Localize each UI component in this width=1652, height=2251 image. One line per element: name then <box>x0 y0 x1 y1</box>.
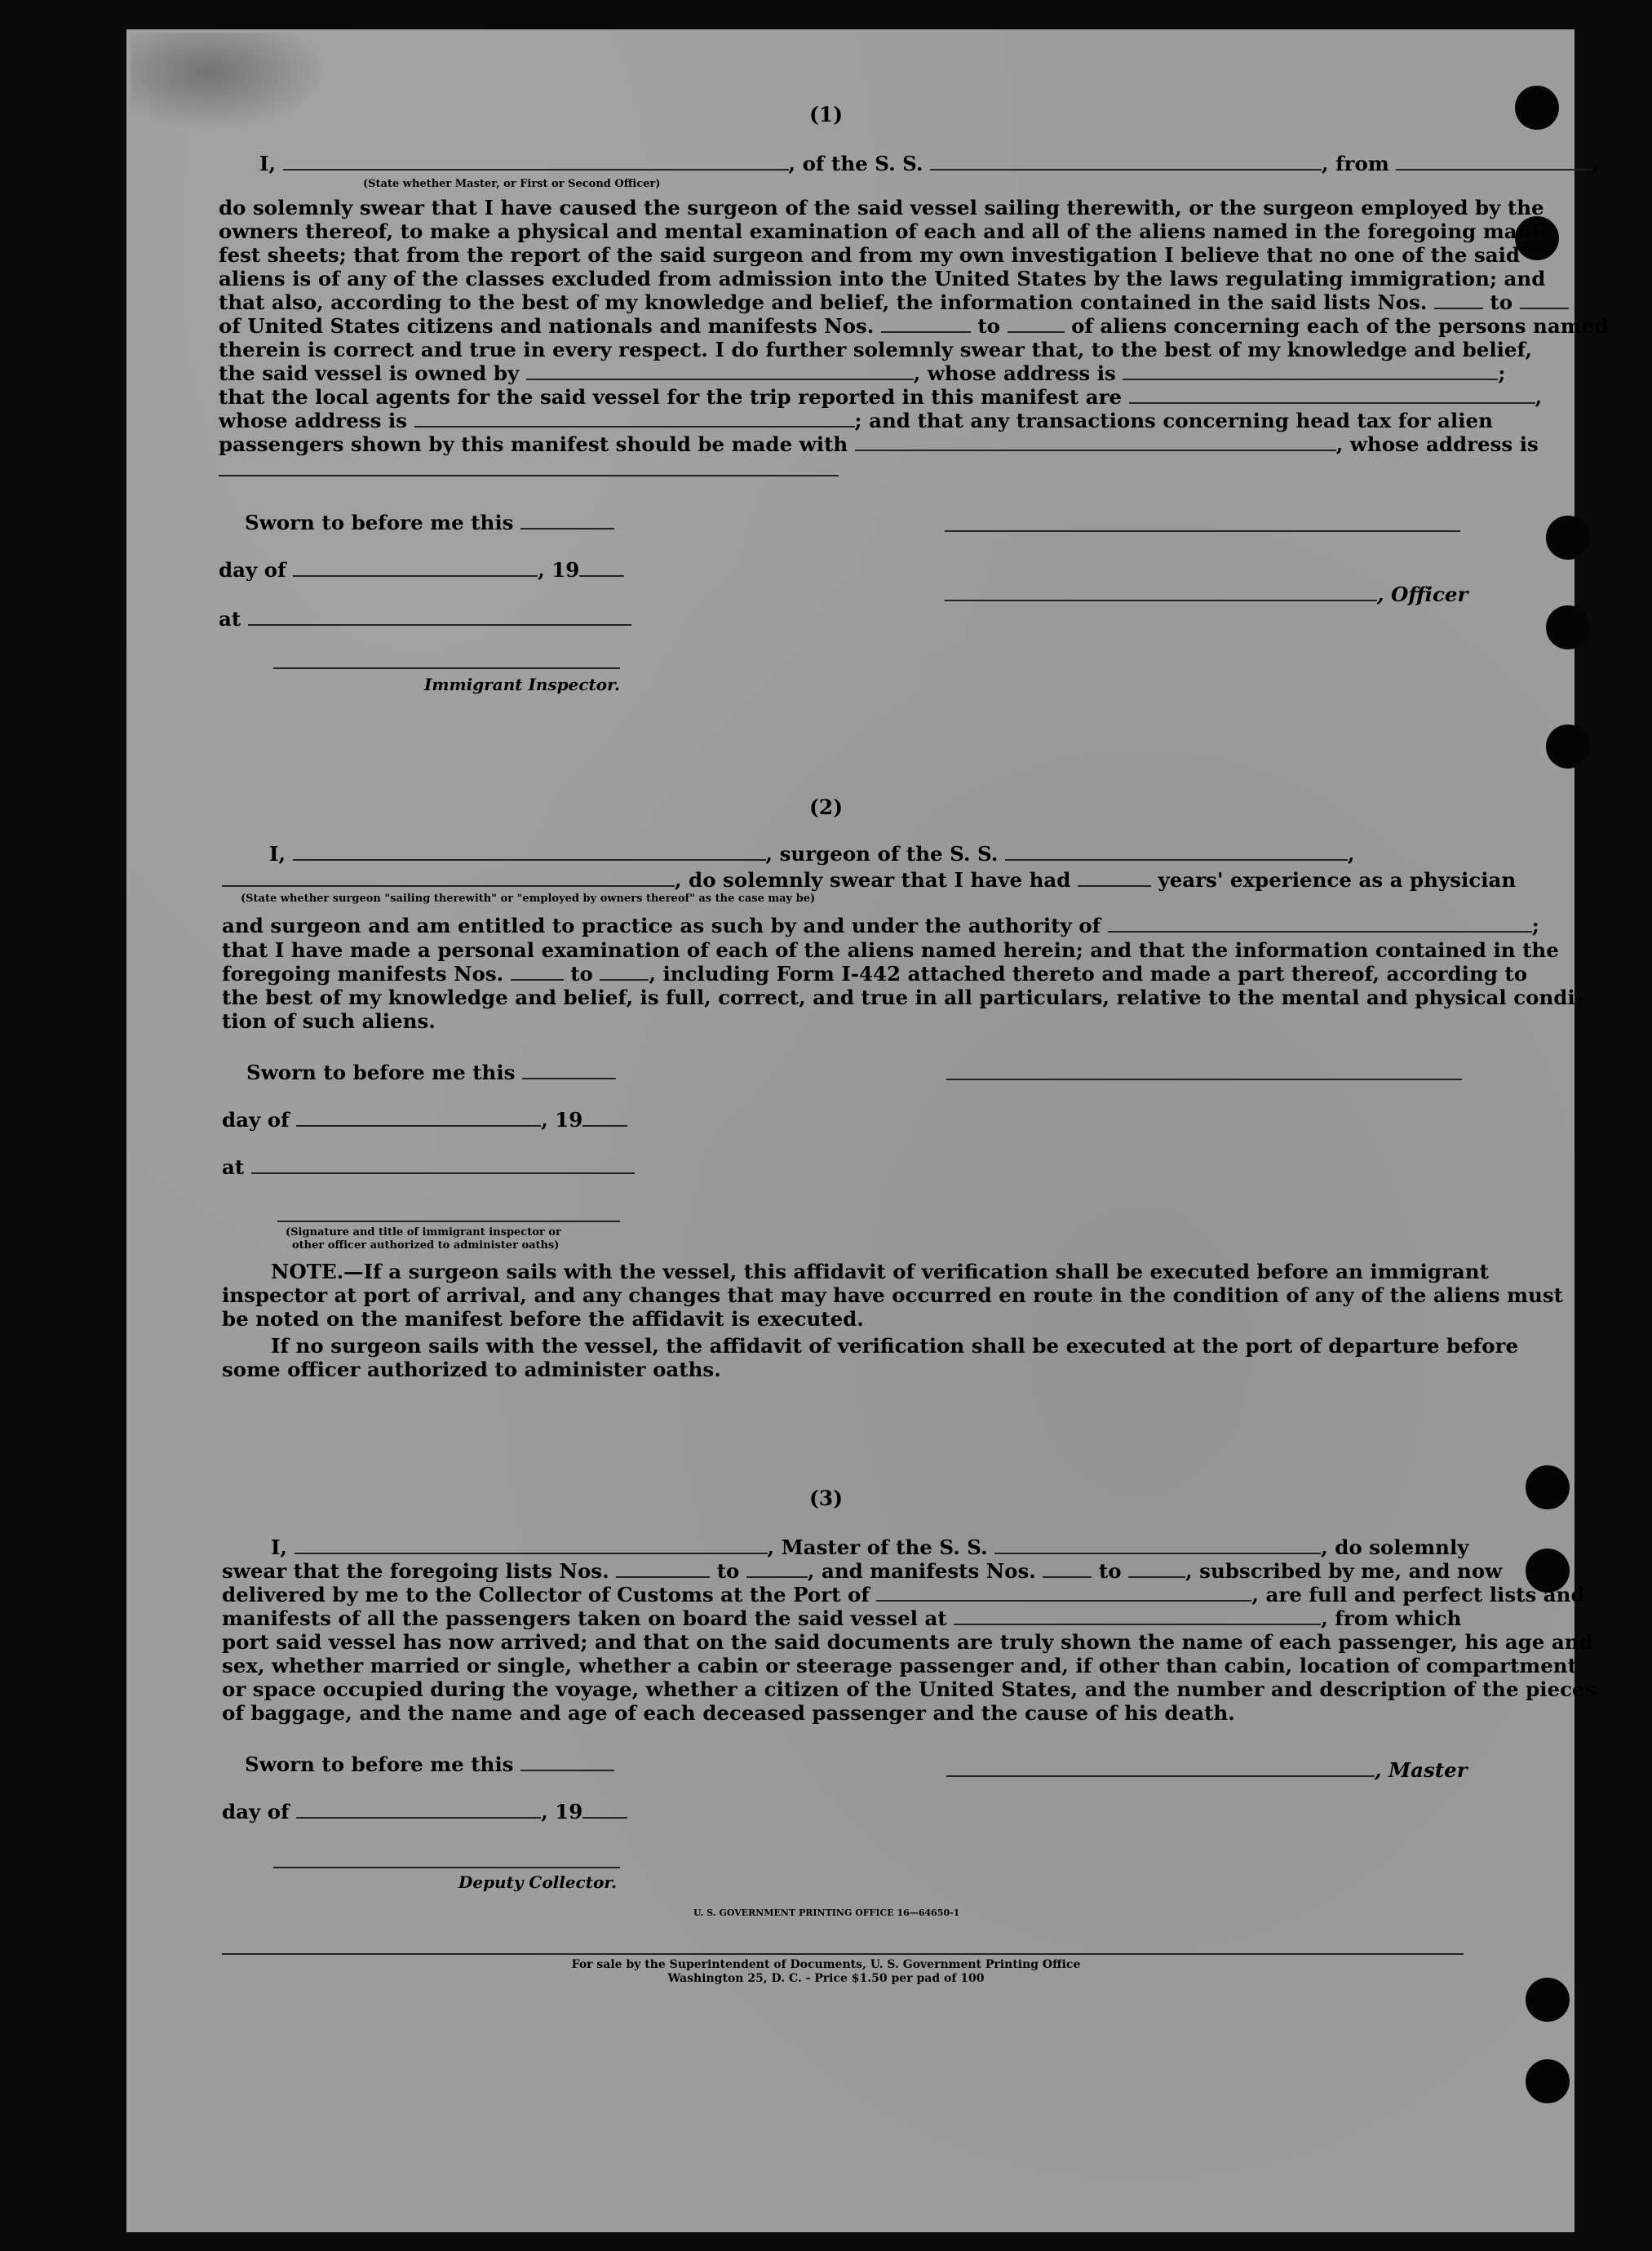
s3-line-3: delivered by me to the Collector of Customs at the Port of , are full and perfect lists and <box>222 1583 1585 1606</box>
s2-line-5: foregoing manifests Nos. to , including Form I-442 attached thereto and made a part thereof, according to <box>222 962 1528 986</box>
s2-line-4: that I have made a personal examination of each of the aliens named herein; and that the information contained in the <box>222 938 1559 962</box>
section-1-number: (1) <box>808 103 844 126</box>
practice-authority-field[interactable] <box>1108 916 1532 933</box>
s2-sworn: Sworn to before me this <box>246 1061 616 1085</box>
s3-day-of: day of , 19 <box>222 1800 627 1824</box>
s3-line-8: of baggage, and the name and age of each deceased passenger and the cause of his death. <box>222 1701 1235 1725</box>
s3-line-5: port said vessel has now arrived; and that on the said documents are truly shown the name of each passenger, his age and <box>222 1630 1593 1654</box>
s1-place-field[interactable] <box>248 609 631 626</box>
s2-note-2: inspector at port of arrival, and any changes that may have occurred en route in the condition of any of the aliens must <box>222 1283 1563 1307</box>
s3-sworn-date-field[interactable] <box>520 1755 614 1771</box>
s1-officer-signature-1[interactable] <box>945 530 1460 532</box>
s1-line-1: I, , of the S. S. , from , <box>259 152 1599 175</box>
s1-line-7: of United States citizens and nationals and manifests Nos. to of aliens concerning each of the persons named <box>219 314 1609 338</box>
section-2-number: (2) <box>808 795 844 819</box>
s2-line-3: and surgeon and am entitled to practice as such by and under the authority of ; <box>222 914 1539 937</box>
s1-line-9: the said vessel is owned by , whose address is ; <box>219 361 1506 385</box>
s1-inspector-signature[interactable] <box>273 667 620 669</box>
vessel-name-field[interactable] <box>930 154 1322 171</box>
s2-note-1: NOTE.—If a surgeon sails with the vessel, this affidavit of verification shall be executed before an immigrant <box>271 1260 1489 1283</box>
s1-day-of: day of , 19 <box>219 558 624 583</box>
s3-vessel-field[interactable] <box>994 1538 1321 1554</box>
s1-inspector-label: Immigrant Inspector. <box>424 675 620 694</box>
owner-address-field[interactable] <box>1123 364 1498 380</box>
s2-sig-note-2: other officer authorized to administer oaths) <box>292 1239 560 1252</box>
s2-sworn-date-field[interactable] <box>522 1063 616 1079</box>
s1-month-field[interactable] <box>293 561 538 577</box>
s1-sworn-date-field[interactable] <box>520 513 614 530</box>
deputy-collector-label: Deputy Collector. <box>458 1872 618 1892</box>
lists-from-field[interactable] <box>1434 293 1483 309</box>
s1-line-5: aliens is of any of the classes excluded from admission into the United States by the laws regulating immigration; and <box>219 267 1546 290</box>
s3-lists-from-field[interactable] <box>616 1562 710 1578</box>
section-3-number: (3) <box>808 1487 844 1510</box>
s3-line-7: or space occupied during the voyage, whether a citizen of the United States, and the number and description of the pieces <box>222 1677 1597 1701</box>
s1-officer-line: , Officer <box>945 583 1468 607</box>
s3-year-field[interactable] <box>582 1802 627 1819</box>
master-name-field[interactable] <box>295 1538 768 1554</box>
surgeon-status-field[interactable] <box>222 871 675 887</box>
s2-manifest-to-field[interactable] <box>600 964 649 981</box>
s2-line-1: I, , surgeon of the S. S. , <box>269 842 1355 866</box>
s1-line-10: that the local agents for the said vessel for the trip reported in this manifest are , <box>219 385 1543 409</box>
s2-note-3: be noted on the manifest before the affidavit is executed. <box>222 1307 864 1331</box>
s2-line-2: , do solemnly swear that I have had years' experience as a physician <box>222 868 1516 893</box>
s2-vessel-field[interactable] <box>1005 844 1348 861</box>
s1-line-8: therein is correct and true in every respect. I do further solemnly swear that, to the best of my knowledge and belief, <box>219 338 1533 361</box>
s2-note-5: some officer authorized to administer oaths. <box>222 1358 721 1381</box>
s1-officer-signature-2[interactable] <box>945 585 1377 601</box>
footer-divider <box>222 1953 1464 1955</box>
s1-line-2: do solemnly swear that I have caused the surgeon of the said vessel sailing therewith, or the surgeon employed by the <box>219 196 1544 219</box>
s3-manifests-from-field[interactable] <box>1043 1562 1092 1578</box>
s2-note-4: If no surgeon sails with the vessel, the affidavit of verification shall be executed at the port of departure before <box>271 1334 1519 1358</box>
deputy-collector-signature[interactable] <box>273 1867 620 1868</box>
s3-sworn: Sworn to before me this <box>245 1753 614 1777</box>
s2-month-field[interactable] <box>296 1110 541 1127</box>
experience-years-field[interactable] <box>1078 871 1151 887</box>
s1-at: at <box>219 607 631 631</box>
lists-to-field[interactable] <box>1520 293 1569 309</box>
s3-lists-to-field[interactable] <box>746 1562 808 1578</box>
s3-line-4: manifests of all the passengers taken on board the said vessel at , from which <box>222 1606 1462 1630</box>
s2-year-field[interactable] <box>582 1110 627 1127</box>
binder-hole <box>1526 2059 1570 2103</box>
s2-sig-note-1: (Signature and title of immigrant inspector or <box>286 1226 561 1238</box>
s1-sworn: Sworn to before me this <box>245 511 614 535</box>
s1-line-3: owners thereof, to make a physical and mental examination of each and all of the aliens named in the foregoing mani- <box>219 219 1548 243</box>
sale-line-1: For sale by the Superintendent of Documents, U. S. Government Printing Office <box>571 1958 1081 1971</box>
s1-line-12: passengers shown by this manifest should be made with , whose address is <box>219 432 1539 456</box>
agents-address-field[interactable] <box>414 411 855 428</box>
departure-port-field[interactable] <box>1396 154 1592 171</box>
s3-line-2: swear that the foregoing lists Nos. to , and manifests Nos. to , subscribed by me, and now <box>222 1559 1503 1583</box>
s2-line-6: the best of my knowledge and belief, is full, correct, and true in all particulars, relative to the mental and physical condi- <box>222 986 1583 1009</box>
s1-line-6: that also, according to the best of my knowledge and belief, the information contained in the said lists Nos. to <box>219 290 1569 315</box>
s2-day-of: day of , 19 <box>222 1108 627 1132</box>
s3-line-6: sex, whether married or single, whether a cabin or steerage passenger and, if other than cabin, location of compartment <box>222 1654 1577 1677</box>
port-of-embarkation-field[interactable] <box>954 1609 1321 1625</box>
surgeon-status-note: (State whether surgeon "sailing therewith" or "employed by owners thereof" as the case may be) <box>241 893 816 905</box>
officer-name-field[interactable] <box>283 154 789 171</box>
s3-manifests-to-field[interactable] <box>1128 1562 1185 1578</box>
printing-office-line: U. S. GOVERNMENT PRINTING OFFICE 16—64650-1 <box>693 1908 960 1918</box>
local-agents-field[interactable] <box>1129 388 1535 404</box>
s2-officer-signature[interactable] <box>277 1221 620 1222</box>
head-tax-agent-field[interactable] <box>855 435 1336 451</box>
binder-hole <box>1546 724 1590 769</box>
s3-master-line: , Master <box>946 1758 1468 1783</box>
officer-rank-note: (State whether Master, or First or Second Officer) <box>363 178 661 190</box>
surgeon-name-field[interactable] <box>293 844 766 861</box>
s1-year-field[interactable] <box>579 561 624 577</box>
s2-manifest-from-field[interactable] <box>511 964 564 981</box>
vessel-owner-field[interactable] <box>526 364 914 380</box>
s2-at: at <box>222 1155 635 1180</box>
port-of-arrival-field[interactable] <box>876 1585 1251 1602</box>
head-tax-address-field[interactable] <box>219 475 839 476</box>
master-signature[interactable] <box>946 1761 1375 1777</box>
s3-month-field[interactable] <box>296 1802 541 1819</box>
s2-line-7: tion of such aliens. <box>222 1009 436 1033</box>
binder-hole <box>1546 516 1590 560</box>
sale-line-2: Washington 25, D. C. - Price $1.50 per pad of 100 <box>667 1972 985 1985</box>
s1-line-11: whose address is ; and that any transactions concerning head tax for alien <box>219 409 1493 432</box>
manifests-from-field[interactable] <box>881 317 971 333</box>
manifests-to-field[interactable] <box>1008 317 1065 333</box>
s1-line-4: fest sheets; that from the report of the said surgeon and from my own investigation I believe that no one of the said <box>219 243 1521 267</box>
binder-hole <box>1546 605 1590 649</box>
s3-line-1: I, , Master of the S. S. , do solemnly <box>271 1535 1469 1559</box>
s2-surgeon-signature[interactable] <box>946 1079 1462 1080</box>
s2-place-field[interactable] <box>251 1158 635 1174</box>
